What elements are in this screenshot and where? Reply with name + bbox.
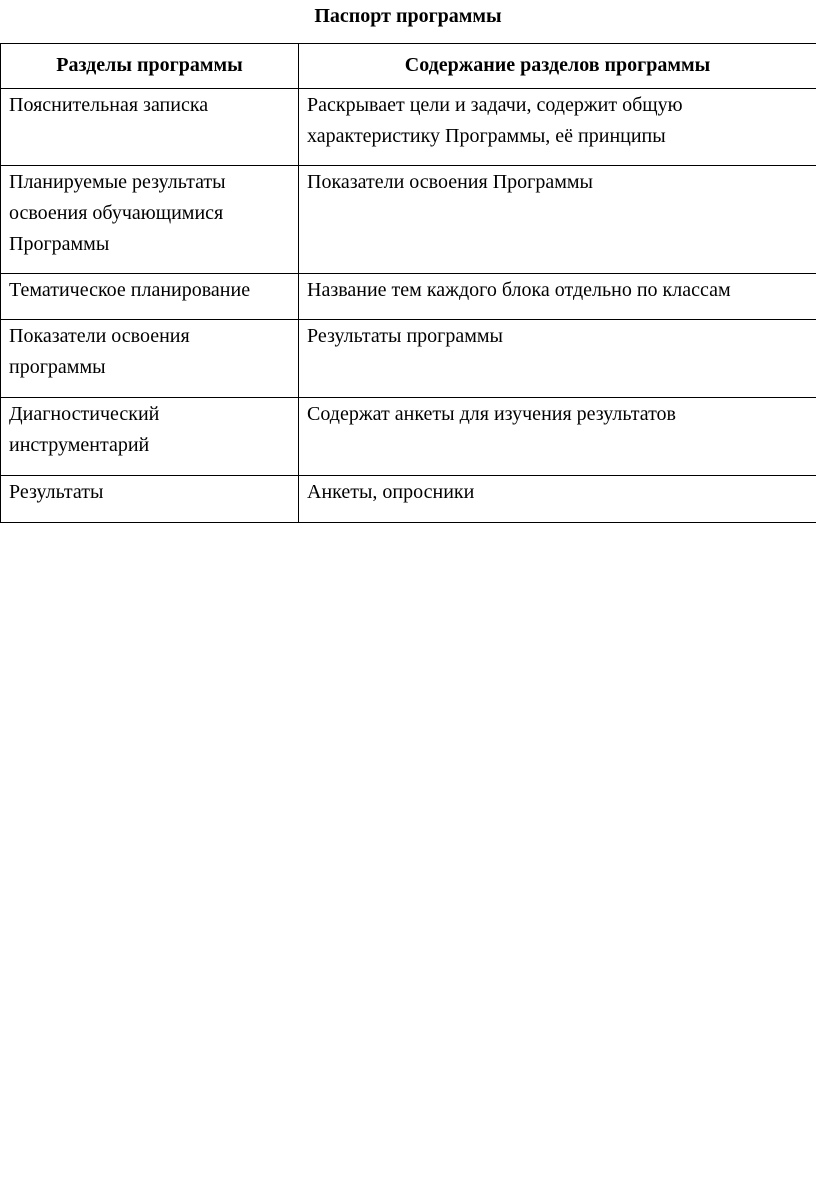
section-cell: Тематическое планирование <box>1 274 299 320</box>
page-title: Паспорт программы <box>314 5 502 27</box>
content-cell: Результаты программы <box>299 320 816 398</box>
content-cell: Показатели освоения Программы <box>299 166 816 274</box>
section-cell: Результаты <box>1 476 299 523</box>
program-passport-table <box>0 43 816 523</box>
column-header-sections: Разделы программы <box>1 44 299 89</box>
section-cell: Показатели освоения программы <box>1 320 299 398</box>
section-cell: Диагностический инструментарий <box>1 398 299 476</box>
content-cell: Содержат анкеты для изучения результатов <box>299 398 816 476</box>
table-row <box>1 274 816 320</box>
table-row <box>1 476 816 523</box>
table-header-row <box>1 44 816 89</box>
content-cell: Анкеты, опросники <box>299 476 816 523</box>
table-row <box>1 320 816 398</box>
content-cell: Раскрывает цели и задачи, содержит общую характеристику Программы, её принципы <box>299 89 816 166</box>
table-row <box>1 166 816 274</box>
section-cell: Планируемые результаты освоения обучающимися Программы <box>1 166 299 274</box>
table-row <box>1 398 816 476</box>
section-cell: Пояснительная записка <box>1 89 299 166</box>
table-row <box>1 89 816 166</box>
content-cell: Название тем каждого блока отдельно по классам <box>299 274 816 320</box>
column-header-content: Содержание разделов программы <box>299 44 816 89</box>
